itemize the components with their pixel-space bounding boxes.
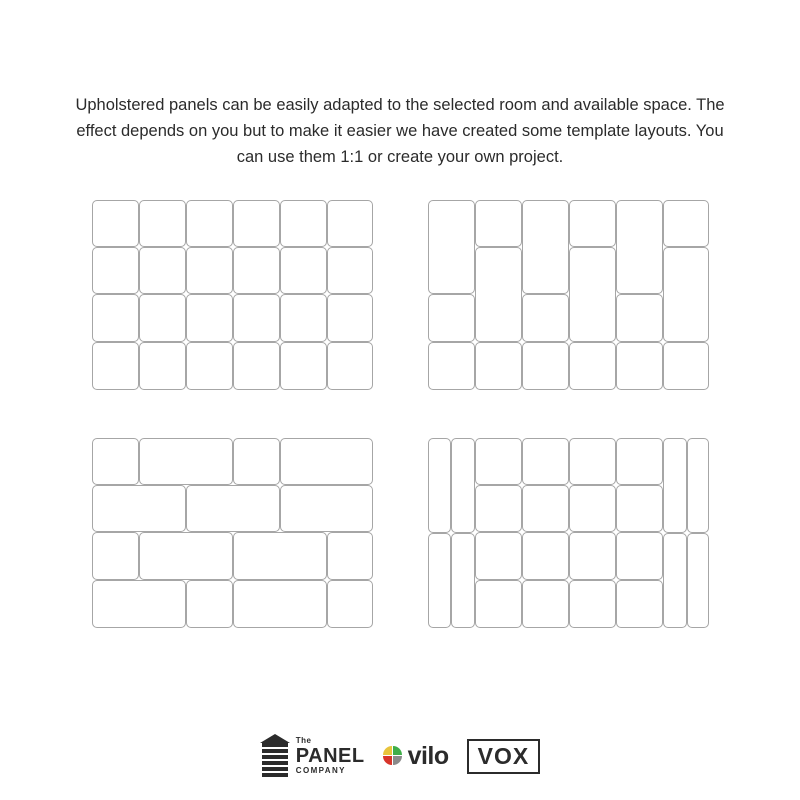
vilo-quadrant-green	[393, 746, 402, 755]
panel-tile	[428, 438, 451, 533]
panel-tile	[569, 532, 616, 580]
panel-tile	[280, 438, 373, 485]
panel-tile	[663, 533, 687, 628]
panel-tile	[569, 485, 616, 532]
panel-tile	[233, 438, 280, 485]
panel-tile	[451, 438, 475, 533]
panel-tile	[451, 533, 475, 628]
panel-tile	[233, 294, 280, 342]
panel-tile	[663, 247, 709, 342]
panel-tile	[475, 247, 522, 342]
panel-tile	[663, 438, 687, 533]
layout-row-bottom	[0, 438, 800, 628]
panel-tile	[522, 342, 569, 390]
panel-company-line1: The	[295, 736, 312, 745]
panel-tile	[186, 247, 233, 294]
panel-tile	[428, 342, 475, 390]
panel-tile	[233, 342, 280, 390]
panel-tile	[233, 247, 280, 294]
panel-tile	[616, 294, 663, 342]
panel-tile	[687, 533, 709, 628]
vilo-quadrant-yellow	[383, 746, 392, 755]
panel-tile	[186, 580, 233, 628]
panel-tile	[139, 200, 186, 247]
panel-tile	[475, 532, 522, 580]
panel-tile	[139, 294, 186, 342]
panel-tile	[522, 438, 569, 485]
vilo-square-icon	[383, 746, 403, 766]
panel-tile	[92, 247, 139, 294]
panel-tile	[233, 532, 327, 580]
panel-tile	[92, 200, 139, 247]
panel-tile	[92, 438, 139, 485]
panel-tile	[475, 580, 522, 628]
building-icon	[260, 734, 290, 778]
panel-tile	[522, 532, 569, 580]
layout-gallery	[0, 200, 800, 628]
vilo-logo	[383, 742, 449, 771]
panel-tile	[280, 485, 373, 532]
panel-tile	[139, 532, 233, 580]
panel-tile	[327, 294, 373, 342]
building-body-shape	[262, 743, 288, 778]
layout-diagram-2	[428, 200, 709, 390]
panel-tile	[475, 438, 522, 485]
panel-tile	[92, 580, 186, 628]
panel-tile	[233, 580, 327, 628]
vilo-quadrant-red	[383, 756, 392, 765]
panel-tile	[522, 485, 569, 532]
panel-tile	[327, 342, 373, 390]
panel-tile	[139, 342, 186, 390]
panel-tile	[569, 200, 616, 247]
vilo-quadrant-grey	[393, 756, 402, 765]
footer-logos	[0, 734, 800, 778]
panel-tile	[280, 342, 327, 390]
panel-tile	[186, 485, 280, 532]
layout-diagram-3	[92, 438, 373, 628]
panel-tile	[663, 200, 709, 247]
panel-tile	[92, 532, 139, 580]
layout-diagram-4	[428, 438, 709, 628]
panel-tile	[616, 485, 663, 532]
panel-tile	[687, 438, 709, 533]
panel-tile	[428, 200, 475, 294]
panel-tile	[569, 438, 616, 485]
panel-tile	[139, 247, 186, 294]
panel-tile	[428, 294, 475, 342]
panel-tile	[522, 200, 569, 294]
panel-tile	[233, 200, 280, 247]
panel-company-line3: COMPANY	[295, 766, 346, 775]
panel-tile	[569, 580, 616, 628]
panel-tile	[327, 247, 373, 294]
panel-tile	[92, 342, 139, 390]
panel-tile	[327, 532, 373, 580]
panel-company-wordmark	[296, 737, 365, 775]
panel-tile	[475, 200, 522, 247]
panel-tile	[186, 294, 233, 342]
panel-tile	[186, 200, 233, 247]
panel-tile	[616, 438, 663, 485]
vox-logo	[467, 739, 541, 774]
panel-tile	[280, 200, 327, 247]
panel-tile	[327, 200, 373, 247]
vox-wordmark: VOX	[467, 739, 541, 774]
layout-row-top	[0, 200, 800, 390]
panel-tile	[92, 294, 139, 342]
panel-tile	[569, 342, 616, 390]
panel-tile	[616, 532, 663, 580]
panel-tile	[522, 294, 569, 342]
panel-tile	[92, 485, 186, 532]
panel-tile	[522, 580, 569, 628]
panel-tile	[616, 200, 663, 294]
panel-tile	[475, 485, 522, 532]
panel-tile	[327, 580, 373, 628]
panel-tile	[616, 342, 663, 390]
panel-tile	[663, 342, 709, 390]
panel-tile	[475, 342, 522, 390]
panel-tile	[186, 342, 233, 390]
layout-diagram-1	[92, 200, 373, 390]
panel-tile	[139, 438, 233, 485]
panel-company-logo	[260, 734, 365, 778]
panel-tile	[280, 247, 327, 294]
panel-tile	[428, 533, 451, 628]
panel-tile	[280, 294, 327, 342]
panel-company-line2: PANEL	[295, 745, 365, 767]
roof-shape	[260, 734, 290, 743]
intro-paragraph: Upholstered panels can be easily adapted to the selected room and available space. The effect depends on you but to make it easier we have created some template layouts. You can use them 1:1 or create your own project.	[75, 95, 725, 166]
panel-tile	[616, 580, 663, 628]
panel-tile	[569, 247, 616, 342]
vilo-wordmark: vilo	[407, 741, 449, 770]
